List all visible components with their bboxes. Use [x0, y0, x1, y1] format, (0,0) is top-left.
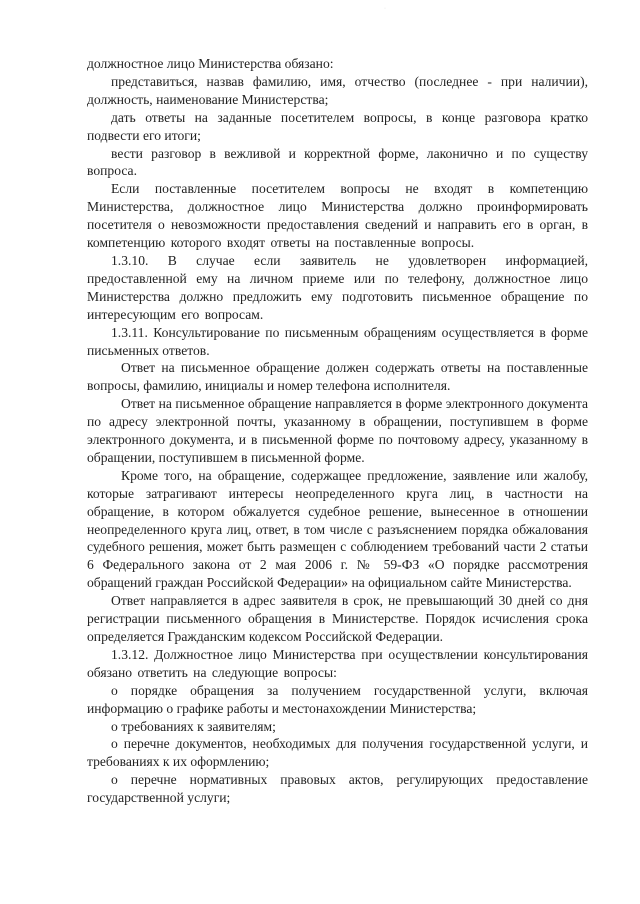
paragraph-give-answers: дать ответы на заданные посетителем вопросы, в конце разговора кратко подвести его итоги;	[87, 109, 588, 143]
paragraph-duties-intro: должностное лицо Министерства обязано:	[87, 56, 334, 71]
paragraph-public-interest: Кроме того, на обращение, содержащее предложение, заявление или жалобу, которые затрагивают интересы неопределенного круга лиц, в частности на обращение, в котором обжалуется судебное решение, вынесенное в отношении неопределенного круга лиц, ответ, в том числе с разъяснением порядка обжалования судебного решения, может быть размещен с соблюдением требований части 2 статьи 6 Федерального закона от 2 мая 2006 г. № 59-ФЗ «О порядке рассмотрения обращений граждан Российской Федерации» на официальном сайте Министерства.	[87, 467, 588, 591]
paragraph-answer-delivery: Ответ на письменное обращение направляется в форме электронного документа по адресу электронной почты, указанному в обращении, поступившем в форме электронного документа, и в письменной форме по почтовому адресу, указанному в обращении, поступившем в письменной форме.	[87, 396, 588, 465]
paragraph-response-deadline: Ответ направляется в адрес заявителя в срок, не превышающий 30 дней со дня регистрации письменного обращения в Министерстве. Порядок исчисления срока определяется Гражданским кодексом Российской Федерации.	[87, 593, 588, 644]
paragraph-answer-content: Ответ на письменное обращение должен содержать ответы на поставленные вопросы, фамилию, инициалы и номер телефона исполнителя.	[87, 360, 588, 394]
list-item-documents-list: о перечне документов, необходимых для получения государственной услуги, и требованиях к их оформлению;	[87, 736, 588, 770]
paragraph-1-3-11: 1.3.11. Консультирование по письменным обращениям осуществляется в форме письменных ответов.	[87, 324, 588, 358]
paragraph-introduce-self: представиться, назвав фамилию, имя, отчество (последнее - при наличии), должность, наименование Министерства;	[87, 73, 588, 107]
list-item-legal-acts: о перечне нормативных правовых актов, регулирующих предоставление государственной услуги;	[87, 772, 588, 806]
paragraph-1-3-12: 1.3.12. Должностное лицо Министерства при осуществлении консультирования обязано ответить на следующие вопросы:	[87, 646, 588, 680]
list-item-application-procedure: о порядке обращения за получением государственной услуги, включая информацию о графике работы и местонахождении Министерства;	[87, 682, 588, 716]
list-item-applicant-requirements: о требованиях к заявителям;	[111, 718, 276, 734]
paragraph-1-3-10: 1.3.10. В случае если заявитель не удовлетворен информацией, предоставленной ему на личном приеме или по телефону, должностное лицо Министерства должно предложить ему подготовить письменное обращение по интересующим его вопросам.	[87, 252, 588, 322]
scan-mark: ·	[384, 6, 386, 12]
paragraph-polite-manner: вести разговор в вежливой и корректной форме, лаконично и по существу вопроса.	[87, 145, 588, 179]
paragraph-outside-competence: Если поставленные посетителем вопросы не входят в компетенцию Министерства, должностное лицо Министерства должно проинформировать посетителя о невозможности предоставления сведений и направить его в орган, в компетенцию которого входят ответы на поставленные вопросы.	[87, 181, 588, 251]
